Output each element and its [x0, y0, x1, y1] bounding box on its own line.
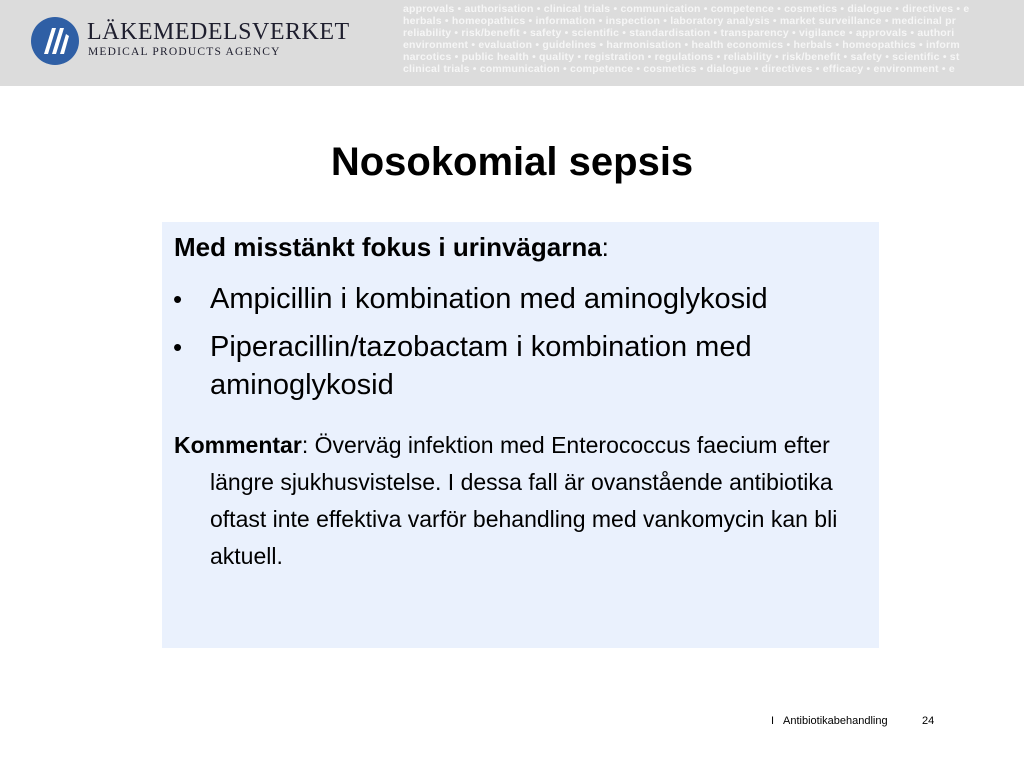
section-heading-colon: :: [601, 232, 609, 262]
keyword-line: reliability • risk/benefit • safety • scientific • standardisation • transparency • vigilance • approvals • authori: [403, 27, 955, 39]
section-heading-text: Med misstänkt fokus i urinvägarna: [174, 232, 602, 262]
keyword-line: approvals • authorisation • clinical trials • communication • competence • cosmetics • dialogue • directives • e: [403, 3, 970, 15]
content-box: [162, 222, 879, 648]
bullet-item: [162, 328, 852, 404]
comment-text: : Överväg infektion med Enterococcus faecium efter längre sjukhusvistelse. I dessa fall är ovanstående antibiotika oftast inte effektiva varför behandling med vankomycin kan bli aktuell.: [210, 432, 838, 569]
bullet-icon: •: [173, 332, 183, 362]
keyword-line: narcotics • public health • quality • registration • regulations • reliability • risk/benefit • safety • scientific • st: [403, 51, 960, 63]
bullet-text: Piperacillin/tazobactam i kombination med aminoglykosid: [210, 331, 752, 401]
slide-title: Nosokomial sepsis: [330, 140, 694, 184]
agency-logo-icon: [30, 16, 80, 66]
bullet-text: Ampicillin i kombination med aminoglykosid: [210, 283, 768, 315]
bullet-list: [162, 280, 852, 414]
brand-subtitle: MEDICAL PRODUCTS AGENCY: [88, 46, 281, 58]
bullet-icon: •: [173, 284, 183, 314]
comment-label: Kommentar: [174, 432, 302, 458]
brand-name: LÄKEMEDELSVERKET: [87, 19, 350, 45]
keyword-line: herbals • homeopathics • information • inspection • laboratory analysis • market surveillance • medicinal pr: [403, 15, 957, 27]
page-number: 24: [922, 715, 935, 727]
keyword-watermark: [403, 3, 1024, 75]
footer-label: Antibiotikabehandling: [783, 715, 888, 727]
comment-paragraph: [174, 427, 854, 575]
footer: [0, 715, 1024, 731]
bullet-item: [162, 280, 852, 318]
keyword-line: environment • evaluation • guidelines • harmonisation • health economics • herbals • homeopathics • inform: [403, 39, 960, 51]
section-heading: [174, 232, 609, 263]
keyword-line: clinical trials • communication • competence • cosmetics • dialogue • directives • efficacy • environment • e: [403, 63, 955, 75]
header-banner: [0, 0, 1024, 86]
footer-separator: I: [771, 715, 775, 727]
